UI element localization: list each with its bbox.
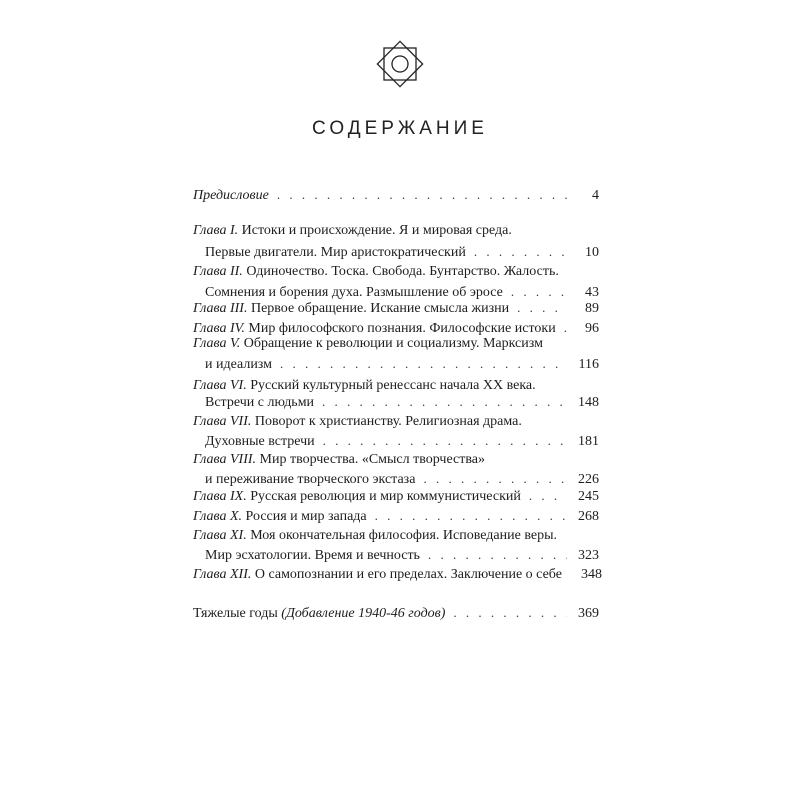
page-number: 116 (578, 357, 599, 372)
entry-title: Сомнения и борения духа. Размышление об эросе (205, 285, 503, 300)
entry-label: Глава XII. (193, 567, 252, 582)
entry-title: Первые двигатели. Мир аристократический (205, 245, 466, 260)
entry-title: О самопознании и его пределах. Заключение о себе (254, 567, 562, 582)
dot-leader (474, 242, 567, 262)
toc-entry-chapter-7-cont[interactable] (193, 431, 599, 451)
entry-label: Глава II. (193, 264, 243, 279)
entry-label: Глава X. (193, 509, 243, 524)
page-number: 369 (578, 606, 599, 621)
entry-title: Россия и мир запада (245, 509, 367, 524)
toc-entry-chapter-1-cont[interactable] (193, 242, 599, 262)
page-number: 181 (578, 434, 599, 449)
toc-entry-chapter-12[interactable] (193, 564, 602, 584)
entry-label: Глава VIII. (193, 452, 257, 467)
entry-title: Встречи с людьми (205, 395, 315, 410)
toc-entry-chapter-10[interactable] (193, 506, 599, 526)
page-number: 43 (585, 285, 599, 300)
entry-title: Мир эсхатологии. Время и вечность (205, 548, 420, 563)
entry-label: Предисловие (193, 188, 269, 203)
entry-title: Моя окончательная философия. Исповедание веры. (250, 528, 557, 543)
page-number: 10 (585, 245, 599, 260)
entry-title: Духовные встречи (205, 434, 315, 449)
toc-heading: СОДЕРЖАНИЕ (312, 118, 488, 139)
entry-title: Тяжелые годы (193, 606, 278, 621)
entry-label: Глава IX. (193, 489, 247, 504)
entry-label: Глава XI. (193, 528, 247, 543)
entry-title: Мир философского познания. Философские истоки (248, 321, 556, 336)
page-number: 226 (578, 472, 599, 487)
entry-title: и идеализм (205, 357, 272, 372)
toc-entry-chapter-5[interactable] (193, 334, 599, 354)
entry-label-suffix: (Добавление 1940-46 годов) (281, 606, 446, 621)
toc-entry-chapter-2[interactable] (193, 262, 599, 282)
page-number: 96 (585, 321, 599, 336)
entry-label: Глава IV. (193, 321, 245, 336)
entry-title: и переживание творческого экстаза (205, 472, 416, 487)
entry-title: Русский культурный ренессанс начала XX века. (250, 378, 536, 393)
page-number: 245 (578, 489, 599, 504)
toc-entry-hard-years[interactable] (193, 603, 599, 623)
toc-entry-preface[interactable] (193, 185, 599, 205)
toc-entry-chapter-11[interactable] (193, 526, 599, 546)
toc-entry-chapter-3[interactable] (193, 298, 599, 318)
page-number: 348 (580, 567, 602, 582)
dot-leader (375, 506, 567, 526)
dot-leader (277, 185, 567, 205)
entry-title: Одиночество. Тоска. Свобода. Бунтарство. Жалость. (246, 264, 559, 279)
entry-title: Мир творчества. «Смысл творчества» (259, 452, 485, 467)
toc-entry-chapter-9[interactable] (193, 486, 599, 506)
page-number: 268 (578, 509, 599, 524)
dot-leader (428, 545, 567, 565)
toc-entry-chapter-6-cont[interactable] (193, 392, 599, 412)
toc-entry-chapter-11-cont[interactable] (193, 545, 599, 565)
page-number: 89 (585, 301, 599, 316)
entry-label: Глава VI. (193, 378, 247, 393)
dot-leader (323, 431, 567, 451)
entry-title: Поворот к христианству. Религиозная драма. (254, 414, 522, 429)
toc-entry-chapter-5-cont[interactable] (193, 354, 599, 374)
entry-title: Русская революция и мир коммунистический (250, 489, 521, 504)
dot-leader (280, 354, 567, 374)
entry-title: Обращение к революции и социализму. Марксизм (243, 336, 543, 351)
star-ornament-icon (372, 36, 428, 92)
toc-entry-chapter-8[interactable] (193, 450, 599, 470)
dot-leader (529, 486, 567, 506)
dot-leader (453, 603, 567, 623)
entry-label: Глава III. (193, 301, 248, 316)
toc-entry-chapter-7[interactable] (193, 412, 599, 432)
entry-title: Истоки и происхождение. Я и мировая среда. (241, 223, 512, 238)
page-number: 148 (578, 395, 599, 410)
dot-leader (517, 298, 567, 318)
entry-label: Глава VII. (193, 414, 252, 429)
page-number: 4 (592, 188, 599, 203)
entry-title: Первое обращение. Искание смысла жизни (250, 301, 510, 316)
entry-label: Глава I. (193, 223, 239, 238)
entry-label: Глава V. (193, 336, 241, 351)
dot-leader (322, 392, 567, 412)
page-number: 323 (578, 548, 599, 563)
toc-entry-chapter-1[interactable] (193, 221, 599, 241)
